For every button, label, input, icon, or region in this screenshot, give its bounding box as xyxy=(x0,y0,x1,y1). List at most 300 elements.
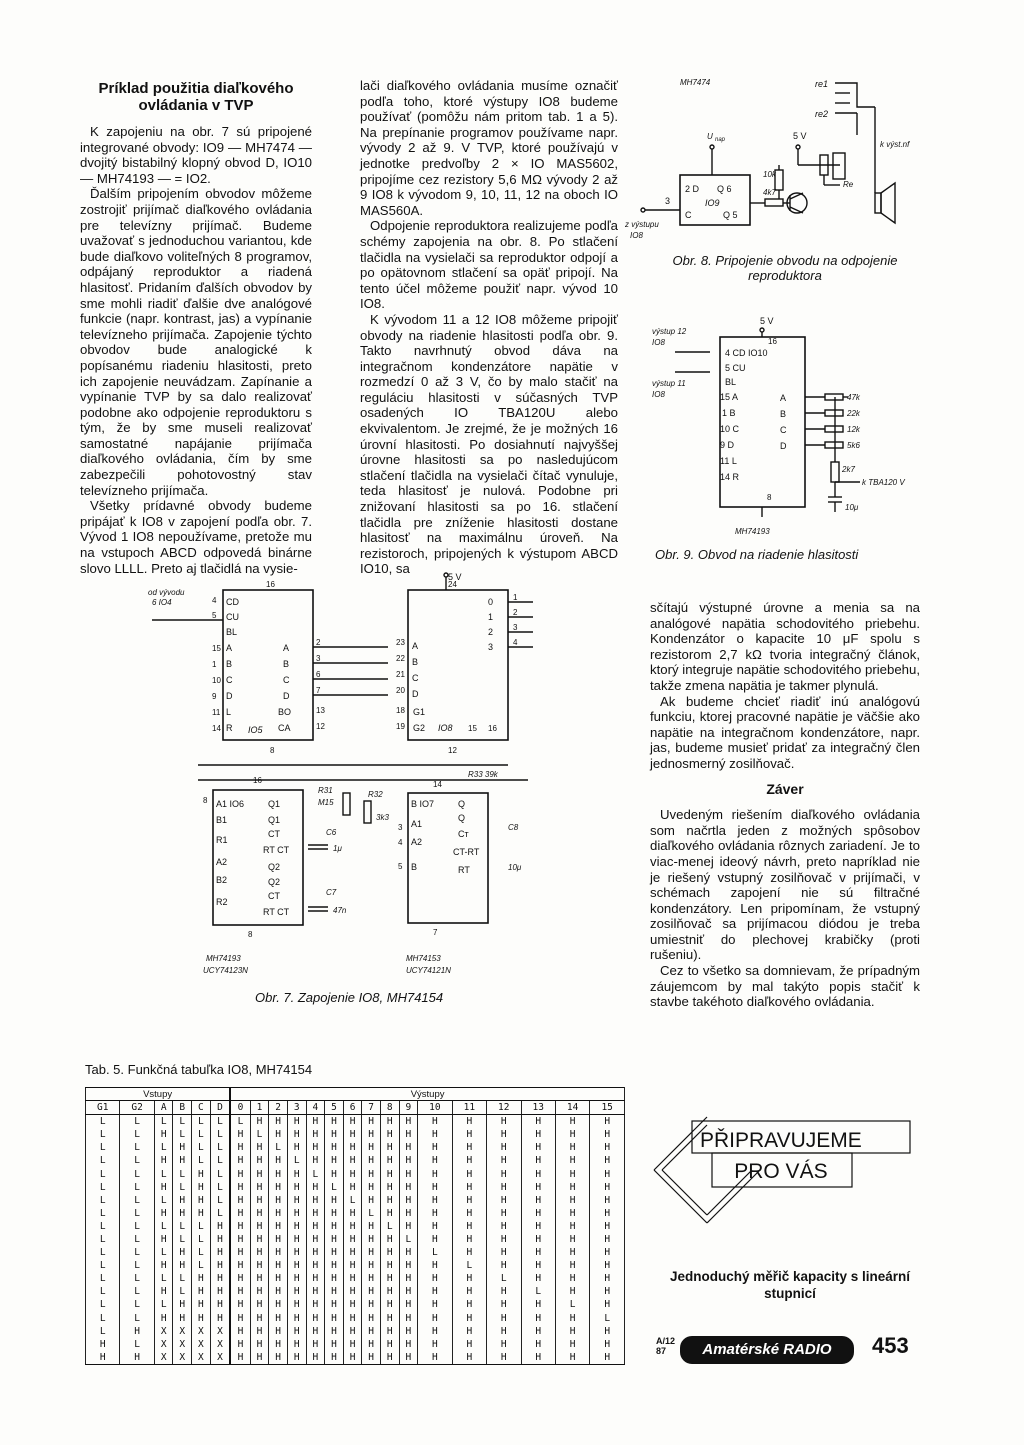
table-cell: H xyxy=(269,1272,288,1285)
table-row xyxy=(86,1220,625,1233)
table-cell: X xyxy=(173,1338,192,1351)
svg-text:47n: 47n xyxy=(333,906,347,915)
table-cell: H xyxy=(418,1233,452,1246)
table-cell: L xyxy=(210,1207,230,1220)
issue-number: A/12 xyxy=(656,1336,676,1346)
table-cell: H xyxy=(399,1285,418,1298)
table-cell: H xyxy=(120,1351,154,1365)
table-row xyxy=(86,1351,625,1365)
svg-text:24: 24 xyxy=(448,580,457,589)
table-cell: H xyxy=(590,1233,625,1246)
svg-text:7: 7 xyxy=(316,686,321,695)
svg-text:2: 2 xyxy=(488,627,494,637)
svg-text:22k: 22k xyxy=(847,409,860,418)
svg-text:A: A xyxy=(283,643,290,653)
svg-text:5 V: 5 V xyxy=(760,316,774,326)
issue-year: 87 xyxy=(656,1346,667,1356)
table-cell: H xyxy=(399,1312,418,1325)
table-cell: H xyxy=(362,1141,381,1154)
svg-text:C: C xyxy=(283,675,290,685)
table-cell: H xyxy=(380,1312,399,1325)
svg-text:RT CT: RT CT xyxy=(263,845,290,855)
table-cell: H xyxy=(325,1154,344,1167)
table-cell: X xyxy=(210,1325,230,1338)
truth-table xyxy=(85,1087,625,1365)
svg-text:MH74153: MH74153 xyxy=(406,954,441,963)
table-cell: L xyxy=(120,1128,154,1141)
table-cell: L xyxy=(210,1194,230,1207)
table-cell: H xyxy=(230,1351,250,1365)
table-cell: L xyxy=(173,1128,192,1141)
table-cell: H xyxy=(287,1115,306,1129)
table-cell: H xyxy=(418,1259,452,1272)
svg-text:A1 IO6: A1 IO6 xyxy=(216,799,245,809)
table-cell: H xyxy=(287,1312,306,1325)
table-row xyxy=(86,1325,625,1338)
table-cell: H xyxy=(287,1233,306,1246)
svg-text:14 R: 14 R xyxy=(720,472,740,482)
svg-text:3: 3 xyxy=(513,623,518,632)
table-cell: L xyxy=(86,1115,120,1129)
table-cell: H xyxy=(343,1285,362,1298)
column-header: 12 xyxy=(487,1101,521,1115)
svg-text:11: 11 xyxy=(212,708,221,717)
table-cell: H xyxy=(269,1285,288,1298)
table-cell: L xyxy=(154,1298,173,1311)
section-heading-zaver: Záver xyxy=(766,780,804,797)
svg-text:8: 8 xyxy=(203,796,208,805)
table-cell: H xyxy=(362,1259,381,1272)
svg-text:Q: Q xyxy=(458,799,466,809)
table-cell: H xyxy=(555,1233,589,1246)
table-cell: H xyxy=(362,1115,381,1129)
table-cell: H xyxy=(380,1181,399,1194)
table-cell: H xyxy=(173,1194,192,1207)
column-header: 11 xyxy=(452,1101,486,1115)
table-cell: H xyxy=(590,1220,625,1233)
table-cell: H xyxy=(380,1233,399,1246)
table-cell: L xyxy=(590,1312,625,1325)
table-cell: H xyxy=(418,1167,452,1180)
table-cell: H xyxy=(590,1246,625,1259)
table-cell: L xyxy=(120,1233,154,1246)
svg-text:1: 1 xyxy=(513,593,518,602)
svg-text:R1: R1 xyxy=(216,835,228,845)
table-cell: H xyxy=(343,1246,362,1259)
paragraph: Uvedeným riešením diaľkového ovládania som načrtla jeden z možných spôsobov diaľkového ovládania rôznych zariadení. Je to viac-menej ideový návrh, preto napríklad nie je riešený vstupný zosilňovač v prijímači, v schémach zapojení nie sú filtračné kondenzátory. Len pripomínam, že vstupný zosilňovač sa prijímacou diódou je treba umiestniť do plechovej krabičky (proti rušeniu). xyxy=(650,807,920,963)
table-cell: H xyxy=(306,1325,325,1338)
column-header: 14 xyxy=(555,1101,589,1115)
table-cell: H xyxy=(210,1259,230,1272)
table-cell: H xyxy=(521,1246,555,1259)
svg-text:Q2: Q2 xyxy=(268,877,281,887)
table-cell: H xyxy=(399,1272,418,1285)
table-cell: H xyxy=(590,1115,625,1129)
svg-text:UCY74121N: UCY74121N xyxy=(406,966,451,975)
table-cell: H xyxy=(521,1312,555,1325)
table-5 xyxy=(85,1062,625,1365)
svg-text:B: B xyxy=(226,659,233,669)
table-cell: X xyxy=(192,1338,211,1351)
table-cell: H xyxy=(452,1272,486,1285)
table-cell: H xyxy=(555,1285,589,1298)
table-cell: H xyxy=(269,1128,288,1141)
table-cell: H xyxy=(362,1272,381,1285)
paragraph: lači diaľkového ovládania musíme označiť podľa toho, ktoré výstupy IO8 budeme používať (pomôžu nám pritom tab. 1 a 5). Na prepínanie programov používame napr. vývody 2 až 9. V TVP, ktoré používajú v jednotke predvoľby 2 × IO MAS5602, pripojíme cez rezistory 5,6 MΩ vývody 2 až 9 IO8 k vývodom 9, 10, 11, 12 na oboch IO MAS560A. xyxy=(360,78,618,218)
svg-text:11 L: 11 L xyxy=(720,456,737,466)
table-cell: H xyxy=(230,1181,250,1194)
table-cell: H xyxy=(306,1115,325,1129)
table-cell: H xyxy=(250,1351,269,1365)
table-cell: H xyxy=(362,1298,381,1311)
svg-text:BL: BL xyxy=(725,377,737,387)
table-cell: H xyxy=(418,1207,452,1220)
svg-text:B: B xyxy=(412,657,419,667)
table-cell: H xyxy=(521,1338,555,1351)
svg-text:C7: C7 xyxy=(326,888,337,897)
table-cell: H xyxy=(306,1338,325,1351)
table-cell: H xyxy=(418,1154,452,1167)
banner-text xyxy=(700,1125,862,1187)
table-cell: L xyxy=(86,1312,120,1325)
table-cell: H xyxy=(287,1298,306,1311)
table-cell: H xyxy=(380,1115,399,1129)
table-cell: H xyxy=(521,1194,555,1207)
table-cell: H xyxy=(269,1351,288,1365)
svg-text:D: D xyxy=(283,691,290,701)
table-cell: H xyxy=(210,1233,230,1246)
svg-text:6: 6 xyxy=(316,670,321,679)
table-cell: H xyxy=(230,1154,250,1167)
table-cell: H xyxy=(555,1128,589,1141)
table-cell: H xyxy=(555,1154,589,1167)
table-cell: H xyxy=(269,1207,288,1220)
table-cell: H xyxy=(555,1312,589,1325)
table-cell: H xyxy=(86,1338,120,1351)
table-cell: H xyxy=(399,1325,418,1338)
table-cell: H xyxy=(487,1298,521,1311)
table-cell: H xyxy=(325,1167,344,1180)
table-cell: X xyxy=(173,1325,192,1338)
svg-text:A2: A2 xyxy=(411,837,423,847)
svg-text:10k: 10k xyxy=(763,170,776,179)
table-cell: H xyxy=(418,1141,452,1154)
table-cell: H xyxy=(555,1351,589,1365)
table-cell: H xyxy=(521,1154,555,1167)
svg-text:UCY74123N: UCY74123N xyxy=(203,966,248,975)
table-cell: H xyxy=(590,1154,625,1167)
table-cell: H xyxy=(269,1312,288,1325)
table-cell: H xyxy=(325,1207,344,1220)
table-cell: H xyxy=(380,1351,399,1365)
table-cell: H xyxy=(399,1351,418,1365)
svg-text:od vývodu: od vývodu xyxy=(148,588,185,597)
table-cell: L xyxy=(192,1154,211,1167)
table-row xyxy=(86,1141,625,1154)
table-cell: H xyxy=(192,1298,211,1311)
table-cell: H xyxy=(399,1259,418,1272)
table-cell: L xyxy=(380,1220,399,1233)
table-cell: H xyxy=(590,1259,625,1272)
table-cell: H xyxy=(306,1154,325,1167)
table-cell: H xyxy=(399,1181,418,1194)
svg-text:5: 5 xyxy=(398,862,403,871)
table-cell: L xyxy=(120,1338,154,1351)
table-cell: L xyxy=(86,1154,120,1167)
svg-text:8: 8 xyxy=(248,930,253,939)
table-cell: H xyxy=(306,1207,325,1220)
table-cell: H xyxy=(418,1312,452,1325)
table-cell: H xyxy=(250,1141,269,1154)
column-header: 13 xyxy=(521,1101,555,1115)
table-cell: H xyxy=(325,1141,344,1154)
table-cell: L xyxy=(86,1246,120,1259)
magazine-logo: Amatérské RADIO xyxy=(680,1336,854,1364)
table-cell: L xyxy=(210,1167,230,1180)
issue-code xyxy=(656,1336,675,1356)
table-cell: H xyxy=(418,1272,452,1285)
table-5-title: Tab. 5. Funkčná tabuľka IO8, MH74154 xyxy=(85,1062,313,1077)
table-cell: H xyxy=(380,1259,399,1272)
table-cell: H xyxy=(325,1220,344,1233)
svg-text:6 IO4: 6 IO4 xyxy=(152,598,172,607)
table-cell: H xyxy=(555,1272,589,1285)
table-cell: X xyxy=(173,1351,192,1365)
column-header: 10 xyxy=(418,1101,452,1115)
table-cell: H xyxy=(325,1325,344,1338)
table-cell: H xyxy=(362,1128,381,1141)
table-cell: L xyxy=(86,1207,120,1220)
table-cell: L xyxy=(287,1154,306,1167)
table-cell: H xyxy=(287,1259,306,1272)
table-cell: H xyxy=(287,1128,306,1141)
table-row xyxy=(86,1246,625,1259)
banner-line-1: PŘIPRAVUJEME xyxy=(700,1129,862,1152)
table-cell: H xyxy=(521,1115,555,1129)
table-cell: H xyxy=(343,1128,362,1141)
table-cell: H xyxy=(343,1141,362,1154)
table-row xyxy=(86,1181,625,1194)
table-cell: H xyxy=(380,1298,399,1311)
table-cell: H xyxy=(230,1141,250,1154)
table-cell: L xyxy=(86,1220,120,1233)
table-cell: H xyxy=(362,1285,381,1298)
table-cell: H xyxy=(250,1154,269,1167)
table-cell: H xyxy=(418,1351,452,1365)
table-cell: L xyxy=(86,1285,120,1298)
svg-text:RT CT: RT CT xyxy=(263,907,290,917)
table-cell: L xyxy=(418,1246,452,1259)
table-cell: H xyxy=(325,1128,344,1141)
table-cell: H xyxy=(306,1351,325,1365)
table-cell: H xyxy=(287,1351,306,1365)
table-cell: H xyxy=(269,1154,288,1167)
svg-text:R31: R31 xyxy=(318,786,333,795)
table-cell: H xyxy=(555,1207,589,1220)
svg-text:3: 3 xyxy=(488,642,494,652)
table-cell: H xyxy=(452,1207,486,1220)
table-cell: L xyxy=(154,1141,173,1154)
column-header: D xyxy=(210,1101,230,1115)
column-header: 15 xyxy=(590,1101,625,1115)
table-cell: H xyxy=(250,1233,269,1246)
table-cell: L xyxy=(86,1128,120,1141)
svg-text:10μ: 10μ xyxy=(508,863,522,872)
table-cell: H xyxy=(452,1194,486,1207)
table-cell: H xyxy=(590,1285,625,1298)
table-cell: H xyxy=(418,1181,452,1194)
table-cell: L xyxy=(120,1207,154,1220)
table-cell: H xyxy=(399,1167,418,1180)
svg-text:3: 3 xyxy=(316,654,321,663)
svg-text:9 D: 9 D xyxy=(720,440,735,450)
table-cell: H xyxy=(343,1259,362,1272)
svg-text:B: B xyxy=(780,409,787,419)
table-cell: L xyxy=(362,1207,381,1220)
svg-text:k TBA120 V: k TBA120 V xyxy=(862,478,905,487)
table-cell: H xyxy=(590,1194,625,1207)
column-header: 0 xyxy=(230,1101,250,1115)
inputs-group-header: Vstupy xyxy=(86,1088,231,1101)
svg-text:B IO7: B IO7 xyxy=(411,799,435,809)
svg-text:CU: CU xyxy=(226,612,239,622)
svg-text:4k7: 4k7 xyxy=(763,188,776,197)
table-cell: H xyxy=(250,1207,269,1220)
svg-text:5k6: 5k6 xyxy=(847,441,860,450)
table-cell: L xyxy=(230,1115,250,1129)
table-cell: H xyxy=(590,1141,625,1154)
table-cell: H xyxy=(192,1181,211,1194)
table-cell: H xyxy=(306,1298,325,1311)
table-cell: H xyxy=(210,1312,230,1325)
table-cell: H xyxy=(343,1220,362,1233)
table-cell: H xyxy=(452,1233,486,1246)
table-row xyxy=(86,1312,625,1325)
column-header: G2 xyxy=(120,1101,154,1115)
table-cell: H xyxy=(555,1181,589,1194)
svg-text:z výstupu: z výstupu xyxy=(625,220,659,229)
table-row xyxy=(86,1194,625,1207)
table-cell: L xyxy=(306,1167,325,1180)
svg-text:16: 16 xyxy=(768,337,777,346)
table-cell: L xyxy=(399,1233,418,1246)
table-cell: H xyxy=(154,1259,173,1272)
svg-text:MH7474: MH7474 xyxy=(680,78,711,87)
table-cell: H xyxy=(173,1246,192,1259)
svg-text:15: 15 xyxy=(468,724,477,733)
table-cell: H xyxy=(452,1115,486,1129)
table-cell: H xyxy=(521,1167,555,1180)
table-cell: H xyxy=(325,1194,344,1207)
table-cell: X xyxy=(192,1351,211,1365)
table-cell: H xyxy=(192,1207,211,1220)
table-cell: H xyxy=(250,1325,269,1338)
svg-text:B1: B1 xyxy=(216,815,228,825)
table-cell: H xyxy=(487,1181,521,1194)
table-cell: H xyxy=(86,1351,120,1365)
table-cell: H xyxy=(325,1246,344,1259)
table-cell: H xyxy=(173,1141,192,1154)
svg-text:G2: G2 xyxy=(413,723,426,733)
paragraph: Ak budeme chcieť riadiť inú analógovú funkciu, ktorej pracovné napätie je väčšie ako napätie na integračnom kondenzátore, napr. jas, budeme musieť pridať za integračný člen jednosmerný zosilňovač. xyxy=(650,693,920,771)
svg-text:D: D xyxy=(226,691,233,701)
table-cell: H xyxy=(590,1298,625,1311)
table-cell: H xyxy=(487,1312,521,1325)
column-3 xyxy=(650,600,920,1010)
table-cell: L xyxy=(86,1194,120,1207)
svg-text:D: D xyxy=(412,689,419,699)
table-cell: L xyxy=(192,1233,211,1246)
table-cell: H xyxy=(590,1167,625,1180)
table-cell: L xyxy=(210,1128,230,1141)
svg-text:12k: 12k xyxy=(847,425,860,434)
table-cell: L xyxy=(192,1246,211,1259)
table-cell: H xyxy=(325,1233,344,1246)
svg-text:Q2: Q2 xyxy=(268,862,281,872)
table-cell: H xyxy=(250,1194,269,1207)
banner-line-2: PRO VÁS xyxy=(734,1160,828,1183)
table-cell: H xyxy=(399,1298,418,1311)
table-cell: L xyxy=(192,1128,211,1141)
table-cell: L xyxy=(120,1312,154,1325)
table-cell: L xyxy=(173,1285,192,1298)
paragraph: Ďalším pripojením obvodov môžeme zostrojiť prijímač diaľkového ovládania pre televízny prijímač. Budeme uvažovať s jednoduchou variantou, kde bude diaľkovo voliteľných 8 programov, odpájaný reproduktor a riadená hlasitosť. Pridaním ďalších obvodov by sme mohli riadiť ďalšie dve analógové funkcie (napr. kontrast, jas) a vypínanie televízneho prijímača. Zapojenie týchto obvodov bude analogické k popísanému riadeniu hlasitosti, preto ich zapojenie neuvádzam. Zapínanie a vypínanie TVP by sa dalo realizovať podobne ako odpojenie reproduktoru s tým, že by sme museli realizovať samostatné napájanie prijímača diaľkového ovládania, čím by sme zabezpečili pohotovostný stav televízneho prijímača. xyxy=(80,186,312,498)
table-cell: L xyxy=(86,1181,120,1194)
column-header: 6 xyxy=(343,1101,362,1115)
table-cell: H xyxy=(555,1220,589,1233)
table-cell: H xyxy=(418,1115,452,1129)
table-cell: H xyxy=(269,1220,288,1233)
table-cell: L xyxy=(173,1233,192,1246)
svg-text:výstup 12: výstup 12 xyxy=(652,327,687,336)
table-cell: H xyxy=(287,1272,306,1285)
table-cell: L xyxy=(521,1285,555,1298)
table-cell: H xyxy=(399,1220,418,1233)
svg-text:R33 39k: R33 39k xyxy=(468,770,498,779)
svg-text:3: 3 xyxy=(398,823,403,832)
table-cell: L xyxy=(192,1259,211,1272)
svg-text:8: 8 xyxy=(270,746,275,755)
table-cell: H xyxy=(487,1338,521,1351)
table-cell: H xyxy=(418,1325,452,1338)
svg-text:14: 14 xyxy=(212,724,221,733)
table-cell: H xyxy=(362,1351,381,1365)
table-cell: L xyxy=(173,1115,192,1129)
svg-text:4: 4 xyxy=(513,638,518,647)
table-cell: H xyxy=(250,1115,269,1129)
table-cell: H xyxy=(287,1220,306,1233)
table-cell: L xyxy=(250,1128,269,1141)
column-1 xyxy=(80,80,312,576)
table-cell: L xyxy=(192,1141,211,1154)
table-cell: H xyxy=(154,1233,173,1246)
table-cell: H xyxy=(452,1154,486,1167)
table-cell: H xyxy=(210,1220,230,1233)
table-cell: H xyxy=(362,1167,381,1180)
table-cell: H xyxy=(521,1298,555,1311)
table-cell: L xyxy=(86,1298,120,1311)
svg-text:C: C xyxy=(226,675,233,685)
table-cell: H xyxy=(555,1141,589,1154)
table-cell: H xyxy=(287,1285,306,1298)
table-cell: H xyxy=(380,1141,399,1154)
svg-text:IO8: IO8 xyxy=(630,231,643,240)
table-cell: H xyxy=(521,1220,555,1233)
table-cell: H xyxy=(250,1338,269,1351)
table-cell: H xyxy=(269,1298,288,1311)
svg-text:MH74193: MH74193 xyxy=(735,527,770,536)
table-cell: H xyxy=(521,1128,555,1141)
